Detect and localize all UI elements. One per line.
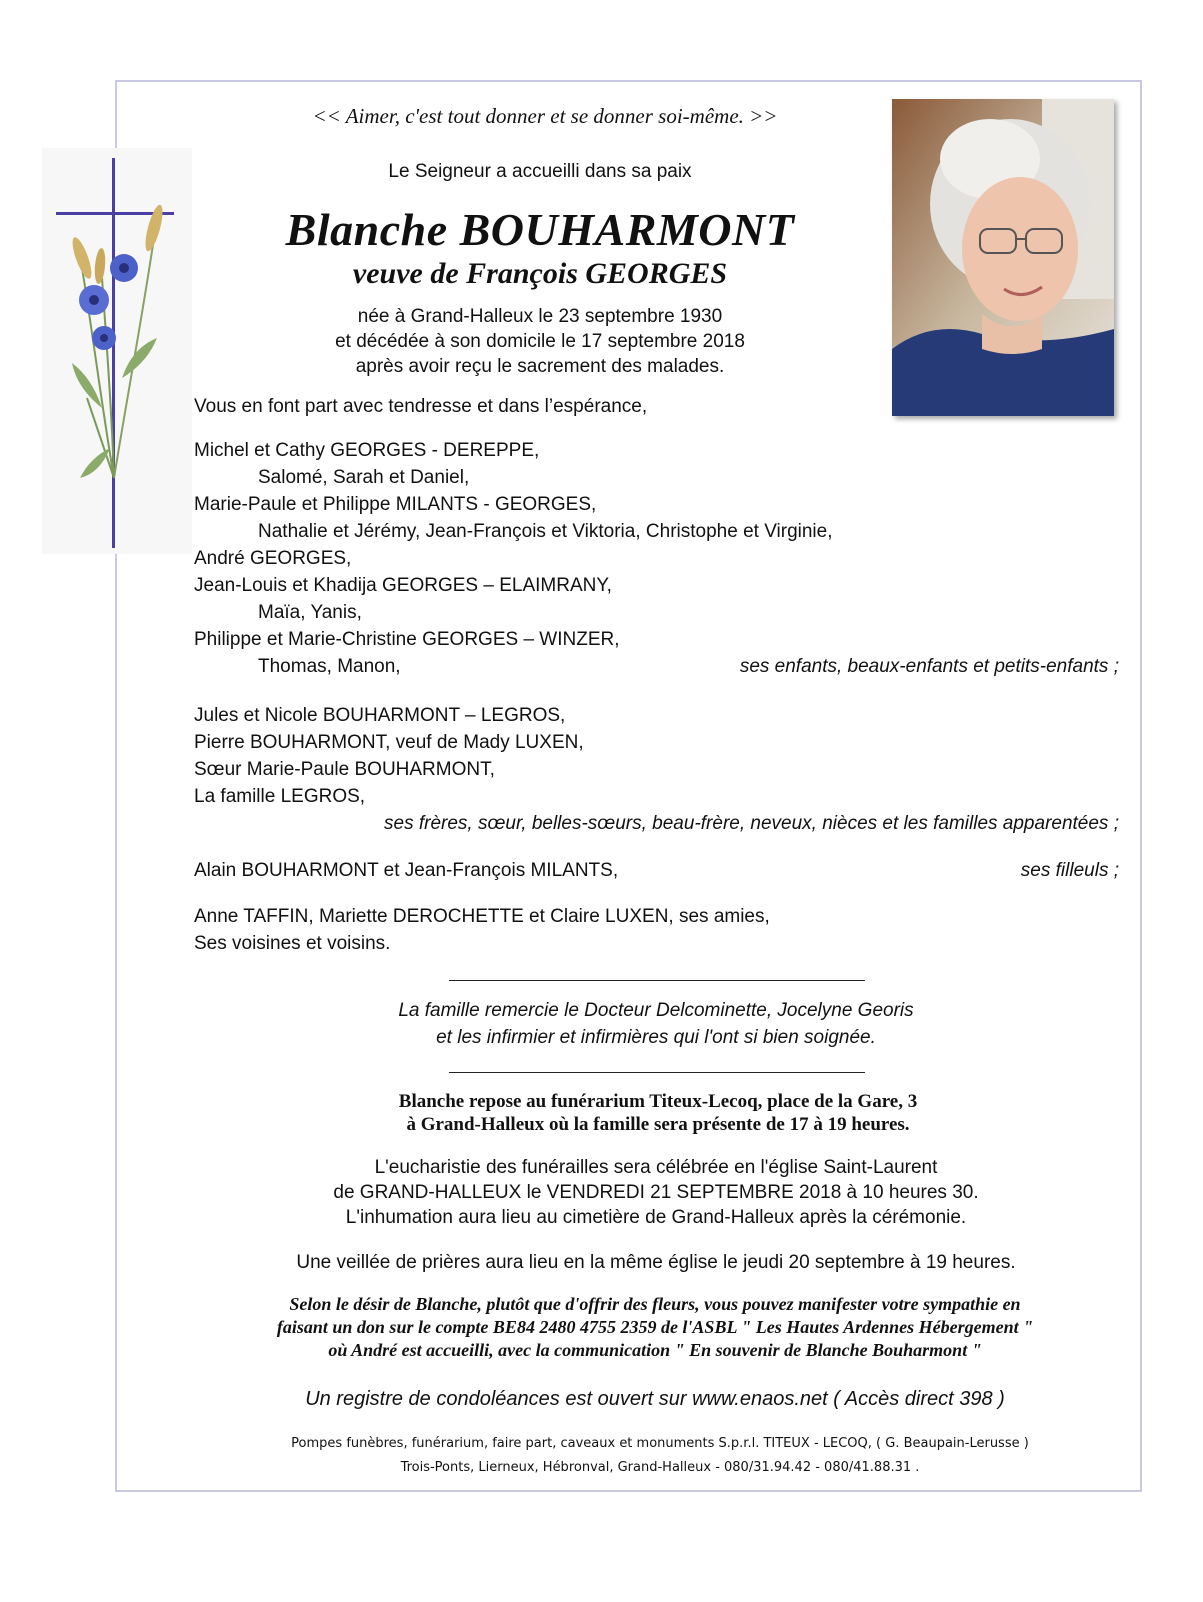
family-line: Nathalie et Jérémy, Jean-François et Viktoria, Christophe et Virginie, [258,521,833,542]
family-line: Salomé, Sarah et Daniel, [258,467,470,488]
funeral-home-footer [140,1432,1180,1480]
family-line: La famille LEGROS, [194,786,366,807]
funeral-line: L'inhumation aura lieu au cimetière de Grand-Halleux après la cérémonie. [345,1207,967,1228]
family-line: Jules et Nicole BOUHARMONT – LEGROS, [194,705,566,726]
friends-list [194,903,770,957]
family-line: Ses voisines et voisins. [194,933,391,954]
family-line: Philippe et Marie-Christine GEORGES – WINZER, [194,629,620,650]
condolence-register: Un registre de condoléances est ouvert sur www.enaos.net ( Accès direct 398 ) [305,1388,1005,1410]
relation-label: ses filleuls ; [1020,860,1119,881]
funeral-line: L'eucharistie des funérailles sera célébrée en l'église Saint-Laurent [374,1157,938,1178]
family-line: Maïa, Yanis, [258,602,362,623]
relation-row [194,810,1119,837]
relation-label: ses enfants, beaux-enfants et petits-enfants ; [739,656,1119,677]
funeral-info [200,1155,1112,1230]
intro-text: Le Seigneur a accueilli dans sa paix [388,161,692,182]
funeral-line: de GRAND-HALLEUX le VENDREDI 21 SEPTEMBRE 2018 à 10 heures 30. [333,1182,979,1203]
donation-line: faisant un don sur le compte BE84 2480 4755 2359 de l'ASBL " Les Hautes Ardennes Hébergement " [276,1317,1034,1337]
relation-label: ses frères, sœur, belles-sœurs, beau-frère, neveux, nièces et les familles apparentées ; [384,813,1119,834]
donation-info [160,1293,1150,1362]
thanks-line: et les infirmier et infirmières qui l'ont si bien soignée. [436,1027,876,1048]
cross-with-cornflowers-image [42,148,192,554]
footer-line: Trois-Ponts, Lierneux, Hébronval, Grand-Halleux - 080/31.94.42 - 080/41.88.31 . [400,1460,920,1475]
family-line-text: Alain BOUHARMONT et Jean-François MILANTS, [194,860,619,881]
donation-line: Selon le désir de Blanche, plutôt que d'offrir des fleurs, vous pouvez manifester votre sympathie en [289,1294,1021,1314]
date-line: et décédée à son domicile le 17 septembre 2018 [335,331,745,352]
donation-line: où André est accueilli, avec la communication " En souvenir de Blanche Bouharmont " [328,1340,982,1360]
footer-line: Pompes funèbres, funérarium, faire part, caveaux et monuments S.p.r.l. TITEUX - LECOQ, ( G. Beaupain-Lerusse ) [291,1436,1029,1451]
visitation-line: à Grand-Halleux où la famille sera présente de 17 à 19 heures. [406,1114,910,1135]
family-line: Jean-Louis et Khadija GEORGES – ELAIMRANY, [194,575,612,596]
portrait-photo [892,99,1114,416]
siblings-list [194,702,1119,837]
family-line-text: Thomas, Manon, [258,656,401,677]
family-line: Anne TAFFIN, Mariette DEROCHETTE et Claire LUXEN, ses amies, [194,906,770,927]
deceased-name: Blanche BOUHARMONT [285,204,795,255]
divider-line [449,1072,865,1073]
family-line: Pierre BOUHARMONT, veuf de Mady LUXEN, [194,732,584,753]
announcement: Vous en font part avec tendresse et dans l’espérance, [194,396,648,417]
godchildren-row [194,857,1119,884]
motto: << Aimer, c'est tout donner et se donner soi-même. >> [312,104,778,128]
family-line: André GEORGES, [194,548,352,569]
visitation-info [240,1090,1076,1136]
family-line: Marie-Paule et Philippe MILANTS - GEORGES, [194,494,597,515]
family-line [194,653,1119,680]
vigil-info: Une veillée de prières aura lieu en la même église le jeudi 20 septembre à 19 heures. [296,1252,1016,1273]
date-line: née à Grand-Halleux le 23 septembre 1930 [357,306,723,327]
family-line: Michel et Cathy GEORGES - DEREPPE, [194,440,540,461]
children-list [194,437,1119,680]
thanks-line: La famille remercie le Docteur Delcominette, Jocelyne Georis [398,1000,914,1021]
date-line: après avoir reçu le sacrement des malades. [355,356,725,377]
birth-death-dates [190,304,890,379]
family-line: Sœur Marie-Paule BOUHARMONT, [194,759,495,780]
widow-of: veuve de François GEORGES [352,257,728,290]
visitation-line: Blanche repose au funérarium Titeux-Lecoq, place de la Gare, 3 [398,1091,918,1112]
divider-line [449,980,865,981]
thanks-text [300,997,1012,1051]
